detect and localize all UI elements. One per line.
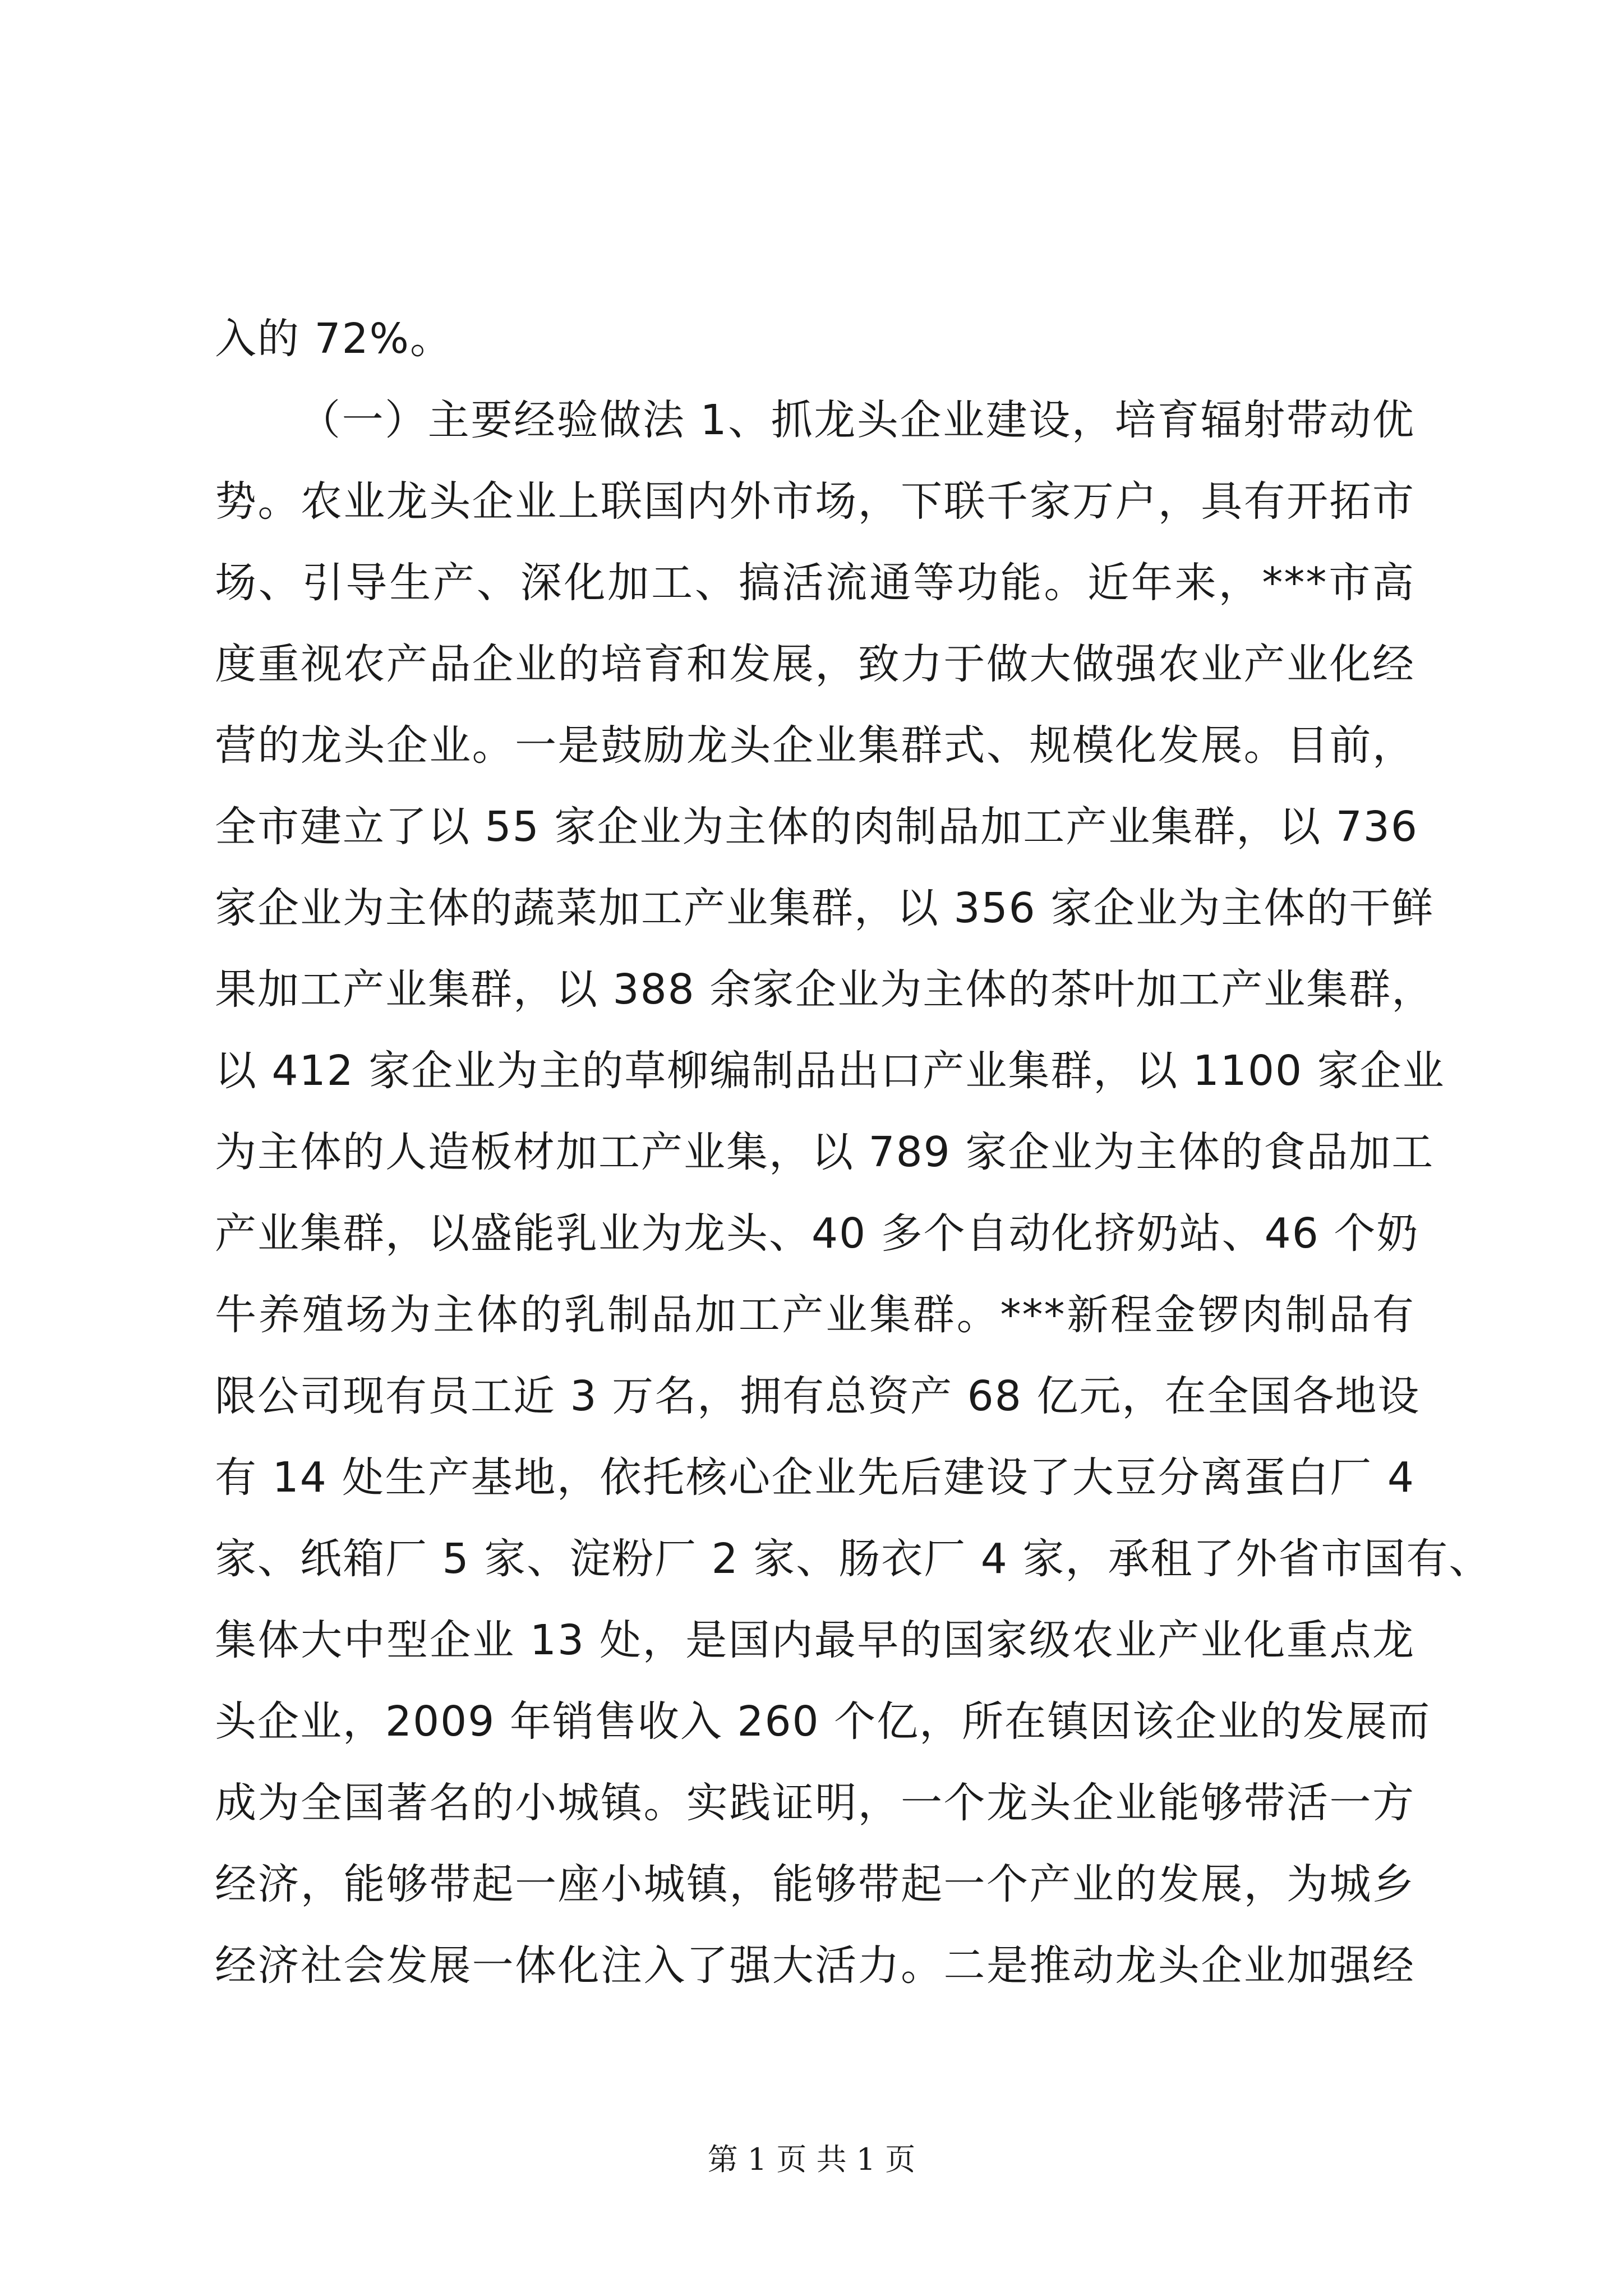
text-line: 头企业，2009 年销售收入 260 个亿，所在镇因该企业的发展而: [215, 1697, 1431, 1746]
text-line: 营的龙头企业。一是鼓励龙头企业集群式、规模化发展。目前，: [215, 721, 1415, 770]
text-line: 场、引导生产、深化加工、搞活流通等功能。近年来，***市高: [215, 559, 1415, 607]
text-line: 集体大中型企业 13 处，是国内最早的国家级农业产业化重点龙: [215, 1616, 1415, 1664]
text-line: 度重视农产品企业的培育和发展，致力于做大做强农业产业化经: [215, 640, 1415, 688]
text-line: 入的 72%。: [215, 315, 453, 363]
text-line: 势。农业龙头企业上联国内外市场，下联千家万户，具有开拓市: [215, 477, 1415, 526]
text-line: 限公司现有员工近 3 万名，拥有总资产 68 亿元，在全国各地设: [215, 1372, 1421, 1420]
text-line: 产业集群，以盛能乳业为龙头、40 多个自动化挤奶站、46 个奶: [215, 1209, 1419, 1258]
text-line: 成为全国著名的小城镇。实践证明，一个龙头企业能够带活一方: [215, 1779, 1415, 1827]
text-line: 有 14 处生产基地，依托核心企业先后建设了大豆分离蛋白厂 4: [215, 1453, 1415, 1502]
page-footer: 第 1 页 共 1 页: [707, 2142, 916, 2177]
text-line: 果加工产业集群，以 388 余家企业为主体的茶叶加工产业集群，: [215, 965, 1435, 1014]
text-line: 为主体的人造板材加工产业集，以 789 家企业为主体的食品加工: [215, 1128, 1435, 1176]
text-line: 以 412 家企业为主的草柳编制品出口产业集群，以 1100 家企业: [215, 1047, 1445, 1095]
text-line: 全市建立了以 55 家企业为主体的肉制品加工产业集群，以 736: [215, 803, 1418, 851]
text-line: 经济社会发展一体化注入了强大活力。二是推动龙头企业加强经: [215, 1941, 1415, 1990]
text-line: 牛养殖场为主体的乳制品加工产业集群。***新程金锣肉制品有: [215, 1291, 1415, 1339]
text-line: 家企业为主体的蔬菜加工产业集群，以 356 家企业为主体的干鲜: [215, 884, 1435, 932]
text-line: （一）主要经验做法 1、抓龙头企业建设，培育辐射带动优: [299, 396, 1415, 444]
text-line: 经济，能够带起一座小城镇，能够带起一个产业的发展，为城乡: [215, 1860, 1415, 1908]
text-line: 家、纸箱厂 5 家、淀粉厂 2 家、肠衣厂 4 家，承租了外省市国有、: [215, 1535, 1492, 1583]
